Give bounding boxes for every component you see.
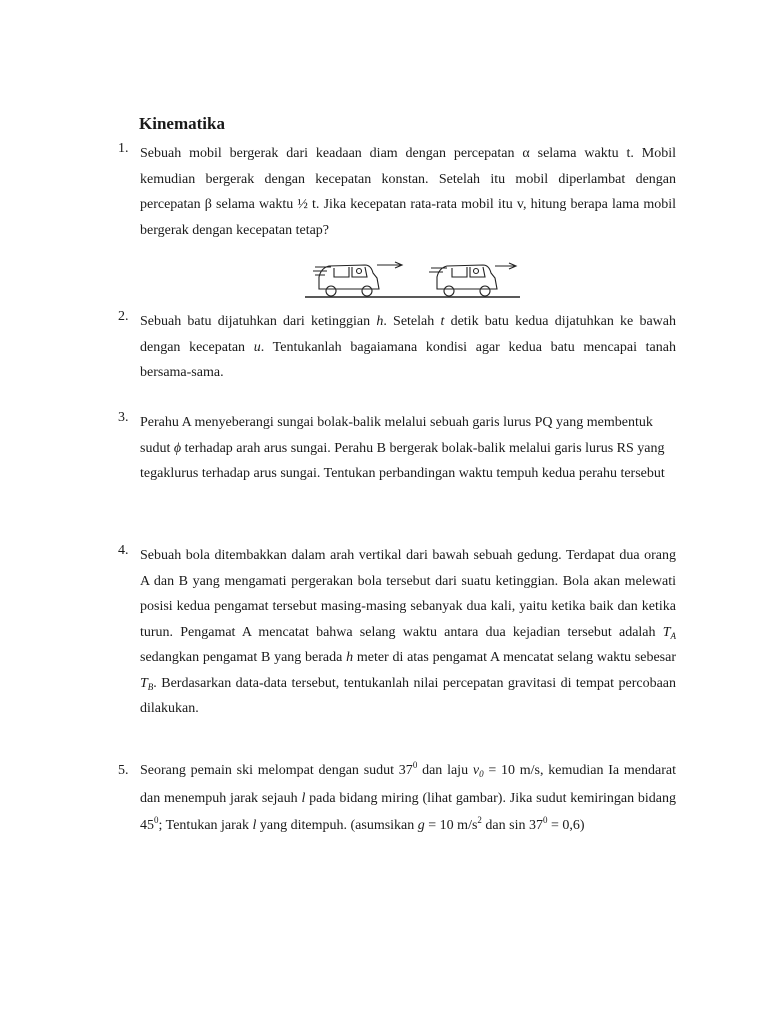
question-5 [118, 757, 676, 840]
variable-h: h [346, 650, 354, 665]
question-3 [118, 410, 676, 487]
question-text: Sebuah batu dijatuhkan dari ketinggian h. Setelah t detik batu kedua dijatuhkan ke bawah dengan kecepatan u. Tentukanlah bagaiamana kondisi agar kedua batu mencapai tanah bersama-sama. [140, 314, 676, 380]
question-2 [118, 309, 676, 386]
question-number: 4. [118, 543, 129, 558]
question-1 [118, 141, 676, 243]
variable-g: g [417, 818, 425, 833]
question-number: 5. [118, 763, 129, 778]
variable-v0: $v_0$ [472, 763, 484, 779]
question-text: Sebuah bola ditembakkan dalam arah vertikal dari bawah sebuah gedung. Terdapat dua orang A dan B yang mengamati pergerakan bola tersebut dari suatu ketinggian. Bola akan melewati posisi kedua pengamat tersebut masing-masing sebanyak dua kali, yaitu ketika baik dan ketika turun. Pengamat A mencatat bahwa selang waktu antara dua kejadian tersebut adalah $T_A$ sedangkan pengamat B yang berada h meter di atas pengamat A mencatat selang waktu sebesar $T_B$. Berdasarkan data-data tersebut, tentukanlah nilai percepatan gravitasi di tempat percobaan dilakukan. [140, 548, 676, 716]
variable-TA: $T_A$ [662, 624, 676, 641]
variable-phi: ϕ [173, 440, 182, 456]
question-number: 2. [118, 309, 129, 324]
question-text: Seorang pemain ski melompat dengan sudut $37^0$ dan laju $v_0 = 10$ m/s, kemudian Ia mendarat dan menempuh jarak sejauh l pada bidang miring (lihat gambar). Jika sudut kemiringan bidang $45^0$; Tentukan jarak l yang ditempuh. (asumsikan g = 10 $m/s^2$ dan $\sin 37^0 = 0,6$) [140, 760, 676, 833]
variable-u: u [253, 339, 261, 355]
question-4 [118, 543, 676, 722]
question-text: Perahu A menyeberangi sungai bolak-balik melalui sebuah garis lurus PQ yang membentuk sudut ϕ terhadap arah arus sungai. Perahu B bergerak bolak-balik melalui garis lurus RS yang tegaklurus terhadap arus sungai. Tentukan perbandingan waktu tempuh kedua perahu tersebut [140, 415, 665, 481]
variable-TB: $T_B$ [140, 675, 154, 692]
question-number: 3. [118, 410, 129, 425]
variable-h: h [376, 314, 384, 329]
question-number: 1. [118, 141, 129, 156]
variable-t: t [440, 314, 445, 329]
page-title: Kinematika [139, 114, 225, 133]
question-text: Sebuah mobil bergerak dari keadaan diam dengan percepatan α selama waktu t. Mobil kemudian bergerak dengan kecepatan konstan. Setelah itu mobil diperlambat dengan percepatan β selama waktu ½ t. Jika kecepatan rata-rata mobil itu v, hitung berapa lama mobil bergerak dengan kecepatan tetap? [140, 146, 676, 238]
variable-l: l [252, 818, 257, 833]
variable-l: l [301, 790, 306, 806]
moving-cars-illustration [305, 253, 520, 299]
